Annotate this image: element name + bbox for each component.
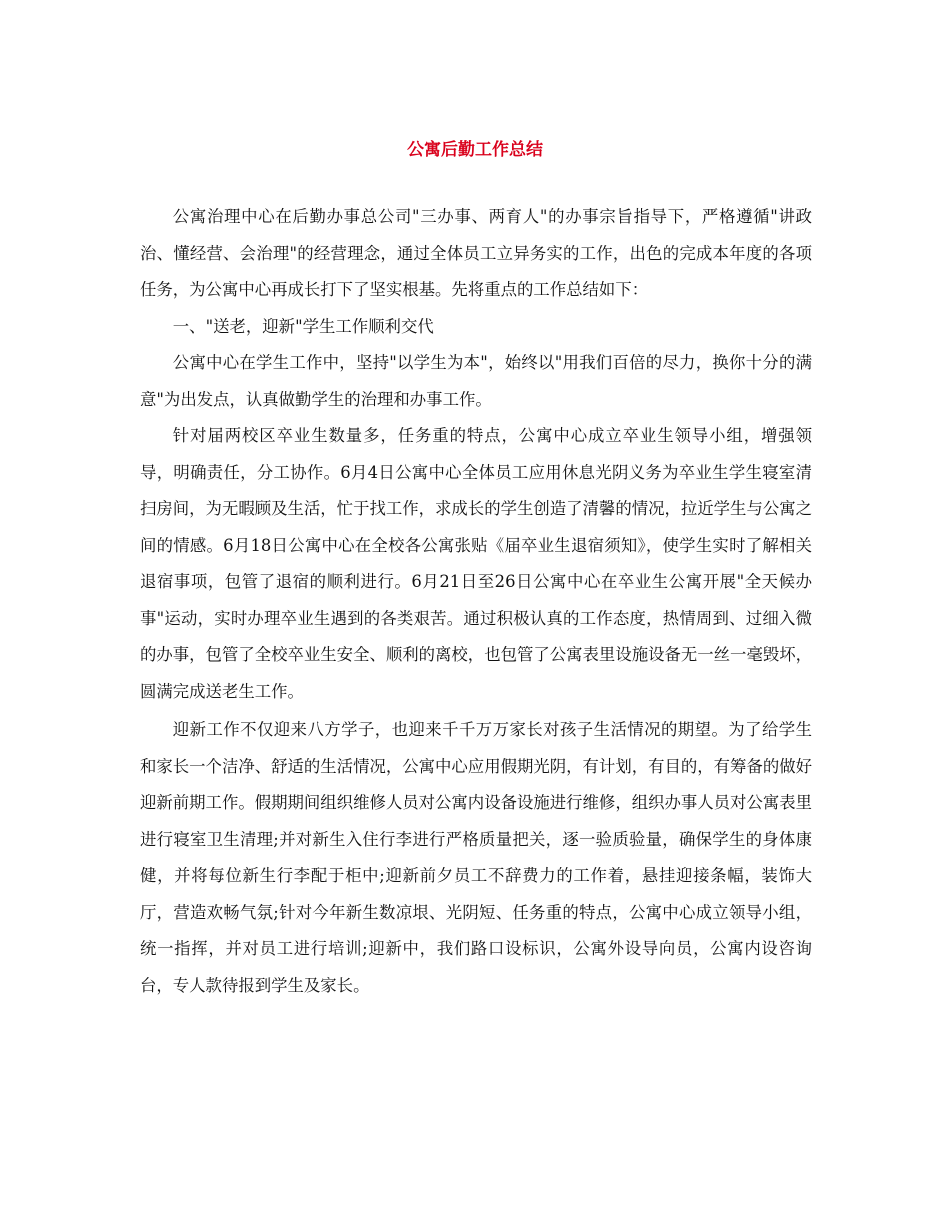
document-title: 公寓后勤工作总结 [407,140,543,160]
body-paragraph: 针对届两校区卒业生数量多，任务重的特点，公寓中心成立卒业生领导小组，增强领导，明确责任，分工协作。6月4日公寓中心全体员工应用休息光阴义务为卒业生学生寝室清扫房间，为无暇顾及生活，忙于找工作，求成长的学生创造了清馨的情况，拉近学生与公寓之间的情感。6月18日公寓中心在全校各公寓张贴《届卒业生退宿须知》，使学生实时了解相关退宿事项，包管了退宿的顺利进行。6月21日至26日公寓中心在卒业生公寓开展"全天候办事"运动，实时办理卒业生遇到的各类艰苦。通过积极认真的工作态度，热情周到、过细入微的办事，包管了全校卒业生安全、顺利的离校，也包管了公寓表里设施设备无一丝一毫毁坏，圆满完成送老生工作。 [140,426,813,701]
body-paragraph: 公寓中心在学生工作中，坚持"以学生为本"，始终以"用我们百倍的尽力，换你十分的满意"为出发点，认真做勤学生的治理和办事工作。 [140,353,812,409]
section-heading: 一、"送老，迎新"学生工作顺利交代 [172,316,434,336]
document-body [140,199,812,1004]
body-paragraph: 迎新工作不仅迎来八方学子，也迎来千千万万家长对孩子生活情况的期望。为了给学生和家长一个洁净、舒适的生活情况，公寓中心应用假期光阴，有计划，有目的，有筹备的做好迎新前期工作。假期期间组织维修人员对公寓内设备设施进行维修，组织办事人员对公寓表里进行寝室卫生清理;并对新生入住行李进行严格质量把关，逐一验质验量，确保学生的身体康健，并将每位新生行李配于柜中;迎新前夕员工不辞费力的工作着，悬挂迎接条幅，装饰大厅，营造欢畅气氛;针对今年新生数凉垠、光阴短、任务重的特点，公寓中心成立领导小组，统一指挥，并对员工进行培训;迎新中，我们路口设标识，公寓外设导向员，公寓内设咨询台，专人款待报到学生及家长。 [140,720,813,995]
intro-paragraph: 公寓治理中心在后勤办事总公司"三办事、两育人"的办事宗旨指导下，严格遵循"讲政治、懂经营、会治理"的经营理念，通过全体员工立异务实的工作，出色的完成本年度的各项任务，为公寓中心再成长打下了坚实根基。先将重点的工作总结如下： [140,207,812,299]
